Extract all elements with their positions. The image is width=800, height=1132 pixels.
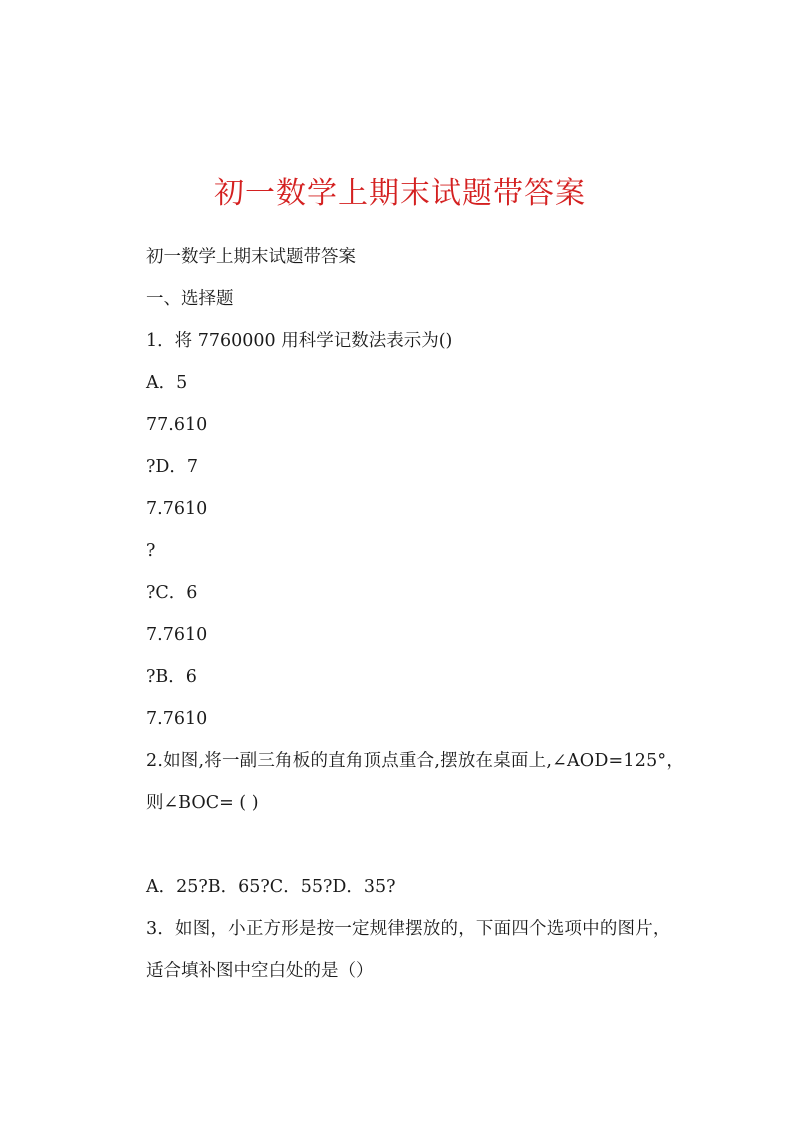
option-line: ?B．6 [146, 667, 197, 687]
question-2-options: A．25?B．65?C．55?D．35? [146, 877, 396, 897]
option-line: A．5 [146, 373, 188, 393]
option-value-line: 7.7610 [146, 499, 208, 519]
section-heading: 一、选择题 [146, 289, 234, 309]
placeholder-line: ? [146, 541, 156, 561]
option-value-line: 7.7610 [146, 625, 208, 645]
option-value-line: 7.7610 [146, 709, 208, 729]
option-value-line: 77.610 [146, 415, 208, 435]
question-2: 2.如图,将一副三角板的直角顶点重合,摆放在桌面上,∠AOD=125°， [146, 751, 685, 771]
document-title: 初一数学上期末试题带答案 [214, 176, 586, 211]
question-3-continuation: 适合填补图中空白处的是（） [146, 961, 374, 981]
subtitle-line: 初一数学上期末试题带答案 [146, 247, 356, 267]
option-line: ?C．6 [146, 583, 198, 603]
question-2-continuation: 则∠BOC= ( ) [146, 793, 259, 813]
option-line: ?D．7 [146, 457, 199, 477]
question-1: 1．将 7760000 用科学记数法表示为() [146, 331, 453, 351]
question-3: 3．如图，小正方形是按一定规律摆放的，下面四个选项中的图片， [146, 919, 671, 939]
